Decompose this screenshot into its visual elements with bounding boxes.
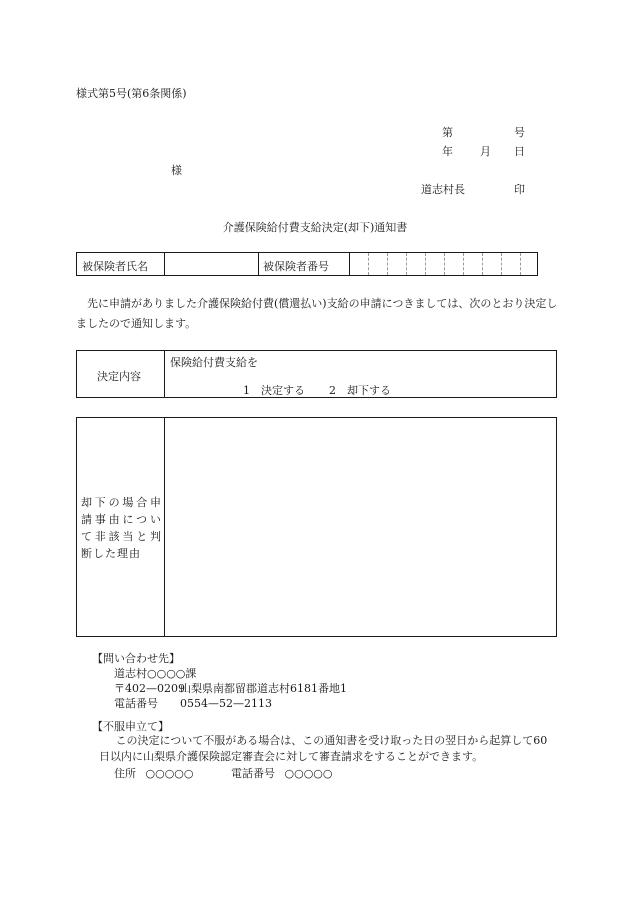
insured-number-label: 被保険者番号: [263, 260, 329, 273]
issuer-title: 道志村長: [421, 183, 465, 196]
review-office-phone: ○○○○○: [284, 767, 333, 780]
objection-heading: 【不服申立て】: [92, 720, 169, 733]
date-year-label: 年: [442, 145, 453, 158]
date-day-label: 日: [514, 145, 525, 158]
seal-mark: 印: [514, 183, 525, 196]
intro-paragraph: 先に申請がありました介護保険給付費(償還払い)支給の申請につきましては、次のとおり決定しましたので通知します。: [76, 297, 558, 330]
contact-address: 山梨県南都留郡道志村6181番地1: [180, 682, 347, 695]
review-office-phone-label: 電話番号: [231, 767, 275, 780]
contact-address-line: [92, 681, 347, 696]
review-office-address-label: 住所: [114, 767, 136, 780]
decision-option-approve: 1 決定する: [243, 384, 305, 397]
contact-postal-code: 〒402—0209: [114, 682, 185, 695]
document-number-label: 第: [442, 126, 453, 139]
review-office-line: [114, 765, 333, 781]
contact-phone-label: 電話番号: [114, 697, 158, 710]
contact-department: 道志村○○○○課: [114, 667, 197, 680]
rejection-reason-table: [76, 417, 557, 637]
contact-phone-line: [92, 696, 347, 711]
decision-label: 決定内容: [97, 370, 141, 383]
review-office-address: ○○○○○: [145, 767, 194, 780]
document-title: 介護保険給付費支給決定(却下)通知書: [222, 221, 408, 234]
recipient-honorific: 様: [171, 164, 182, 177]
form-reference: 様式第5号(第6条関係): [76, 87, 187, 100]
decision-heading: 保険給付費支給を: [170, 356, 258, 369]
contact-heading: 【問い合わせ先】: [92, 652, 180, 665]
contact-section: [92, 651, 347, 711]
insured-info-row: [76, 252, 538, 276]
rejection-reason-label: 却下の場合申請事由について非該当と判断した理由: [81, 496, 162, 560]
date-month-label: 月: [480, 145, 491, 158]
objection-text: この決定について不服がある場合は、この通知書を受け取った日の翌日から起算して60日以内に山梨県介護保険認定審査会に対して審査請求をすることができます。: [99, 734, 548, 763]
contact-phone-number: 0554—52—2113: [180, 697, 272, 710]
document-number-suffix: 号: [514, 126, 525, 139]
decision-option-reject: 2 却下する: [329, 384, 391, 397]
insured-name-label: 被保険者氏名: [82, 260, 148, 273]
decision-table: [76, 350, 557, 398]
